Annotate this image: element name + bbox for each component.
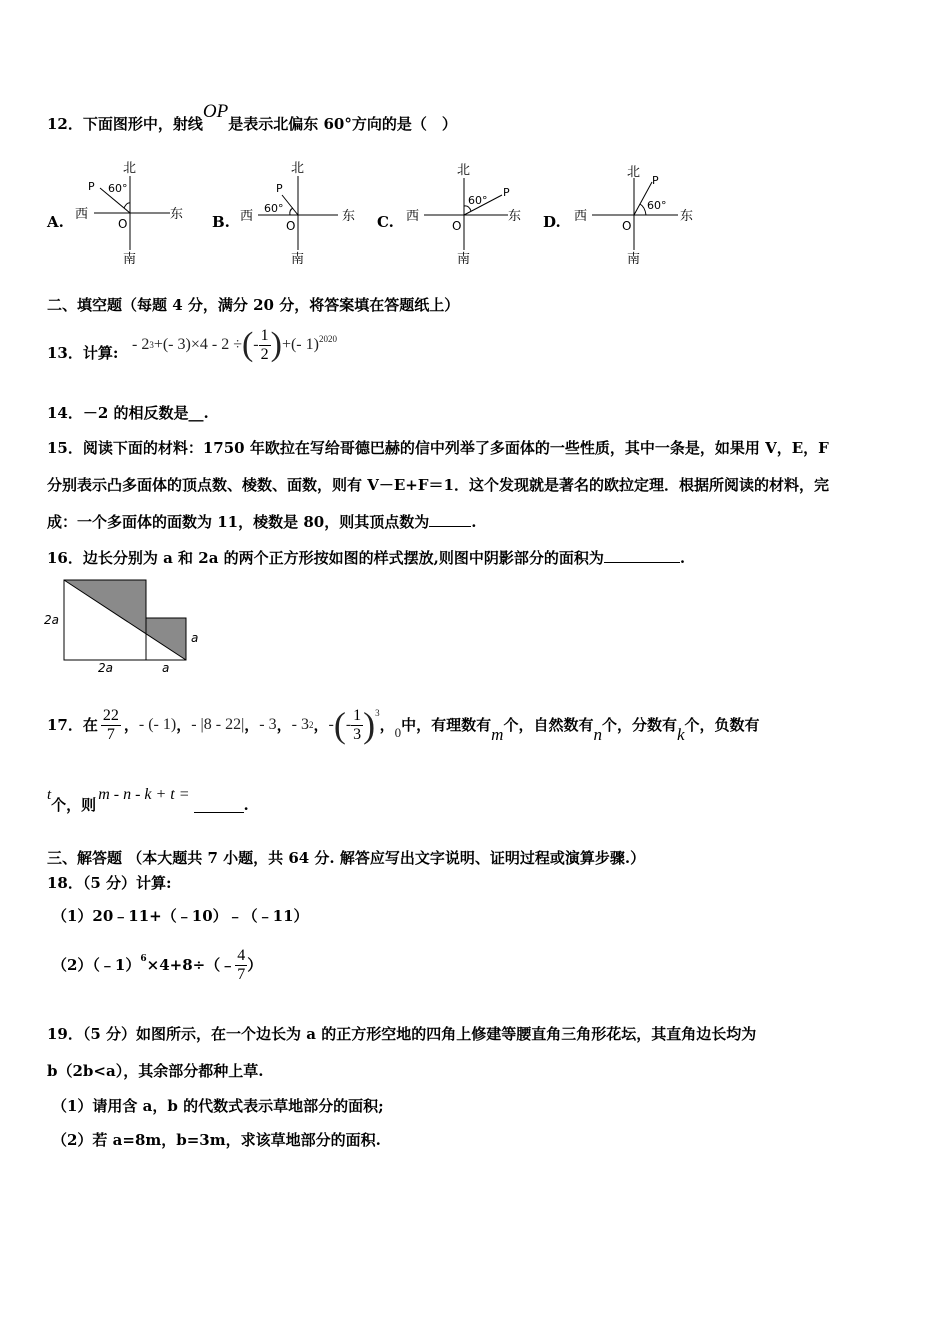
q19-part1: （1）请用含 a，b 的代数式表示草地部分的面积; xyxy=(52,1097,384,1115)
small-bottom-label: a xyxy=(162,661,170,675)
east-label: 东 xyxy=(342,209,356,224)
angle-label: 60° xyxy=(647,199,667,212)
origin-label: O xyxy=(286,219,296,233)
big-bottom-label: 2a xyxy=(98,661,113,675)
origin-label: O xyxy=(622,219,632,233)
angle-label: 60° xyxy=(264,202,284,215)
north-label: 北 xyxy=(457,163,471,178)
q19-line1: 19．（5 分）如图所示，在一个边长为 a 的正方形空地的四角上修建等腰直角三角形花坛，其直角边长均为 xyxy=(47,1025,757,1043)
west-label: 西 xyxy=(240,209,254,224)
section-3-title: 三、解答题 （本大题共 7 小题，共 64 分. 解答应写出文字说明、证明过程或演算步骤.） xyxy=(47,849,646,867)
west-label: 西 xyxy=(406,209,420,224)
south-label: 南 xyxy=(457,252,471,267)
q17-line1: 17．在 $\frac{22}{7}$ ， - (- 1) ， - |8 - 22| ， - 3 ， - 3 2 ， - ( - $\frac{1}{3}$ ) 3 ， 0 中，有理数有 m 个，自然数有 n 个，分数有 k 个，负数有 xyxy=(47,705,760,745)
q19-line2: b（2b<a），其余部分都种上草. xyxy=(47,1062,264,1080)
q18-part1: （1）20﹣11+（﹣10）﹣（﹣11） xyxy=(52,907,309,925)
option-a-label: A. xyxy=(47,213,64,231)
q13-prefix: 13．计算: xyxy=(47,344,119,362)
section-2-title: 二、填空题（每题 4 分，满分 20 分，将答案填在答题纸上） xyxy=(47,296,460,314)
q18-title: 18．（5 分）计算: xyxy=(47,874,172,892)
north-label: 北 xyxy=(627,165,641,180)
origin-label: O xyxy=(118,217,128,231)
south-label: 南 xyxy=(291,252,305,267)
east-label: 东 xyxy=(680,209,694,224)
south-label: 南 xyxy=(627,252,641,267)
west-label: 西 xyxy=(75,207,89,222)
option-d-label: D. xyxy=(543,213,561,231)
q14-text: 14．－2 的相反数是__. xyxy=(47,404,209,422)
option-d-diagram xyxy=(572,158,702,268)
option-a-diagram xyxy=(70,158,190,268)
answer-blank[interactable] xyxy=(604,548,680,563)
q15-line3: 成：一个多面体的面数为 11，棱数是 80，则其顶点数为 . xyxy=(47,513,477,531)
q15-line1: 15．阅读下面的材料：1750 年欧拉在写给哥德巴赫的信中列举了多面体的一些性质，其中一条是，如果用 V，E，F xyxy=(47,439,829,457)
east-label: 东 xyxy=(508,209,522,224)
q16-squares-figure xyxy=(40,572,210,677)
q16-stem: 16．边长分别为 a 和 2a 的两个正方形按如图的样式摆放,则图中阴影部分的面积为 . xyxy=(47,549,686,567)
option-b-label: B. xyxy=(212,213,230,231)
p-label: P xyxy=(503,186,510,199)
option-c-label: C. xyxy=(377,213,394,231)
angle-label: 60° xyxy=(108,182,128,195)
answer-blank[interactable] xyxy=(429,512,471,527)
p-label: P xyxy=(276,182,283,195)
q17-line2: t 个，则 m - n - k + t = . xyxy=(47,786,249,814)
q12-stem: 12．下面图形中，射线OP是表示北偏东 60°方向的是（ ） xyxy=(47,101,457,133)
q13-expression: - 2 3 +(- 3)×4 - 2 ÷ ( - $\frac{1}{2}$ ) +(- 1) 2020 xyxy=(132,326,337,363)
south-label: 南 xyxy=(123,252,137,267)
north-label: 北 xyxy=(123,161,137,176)
p-label: P xyxy=(88,180,95,193)
q18-part2: （2）（﹣1） 6 ×4+8÷（﹣ $\frac{4}{7}$ ） xyxy=(52,946,263,983)
origin-label: O xyxy=(452,219,462,233)
answer-blank[interactable] xyxy=(194,798,244,813)
small-side-label: a xyxy=(191,631,199,645)
angle-label: 60° xyxy=(468,194,488,207)
big-side-label: 2a xyxy=(44,613,59,627)
west-label: 西 xyxy=(574,209,588,224)
north-label: 北 xyxy=(291,161,305,176)
q19-part2: （2）若 a=8m，b=3m，求该草地部分的面积. xyxy=(52,1131,381,1149)
option-c-diagram xyxy=(404,158,529,268)
option-b-diagram xyxy=(238,158,363,268)
q15-line2: 分别表示凸多面体的顶点数、棱数、面数，则有 V－E+F＝1．这个发现就是著名的欧拉定理．根据所阅读的材料，完 xyxy=(47,476,829,494)
east-label: 东 xyxy=(170,207,184,222)
p-label: P xyxy=(652,174,659,187)
